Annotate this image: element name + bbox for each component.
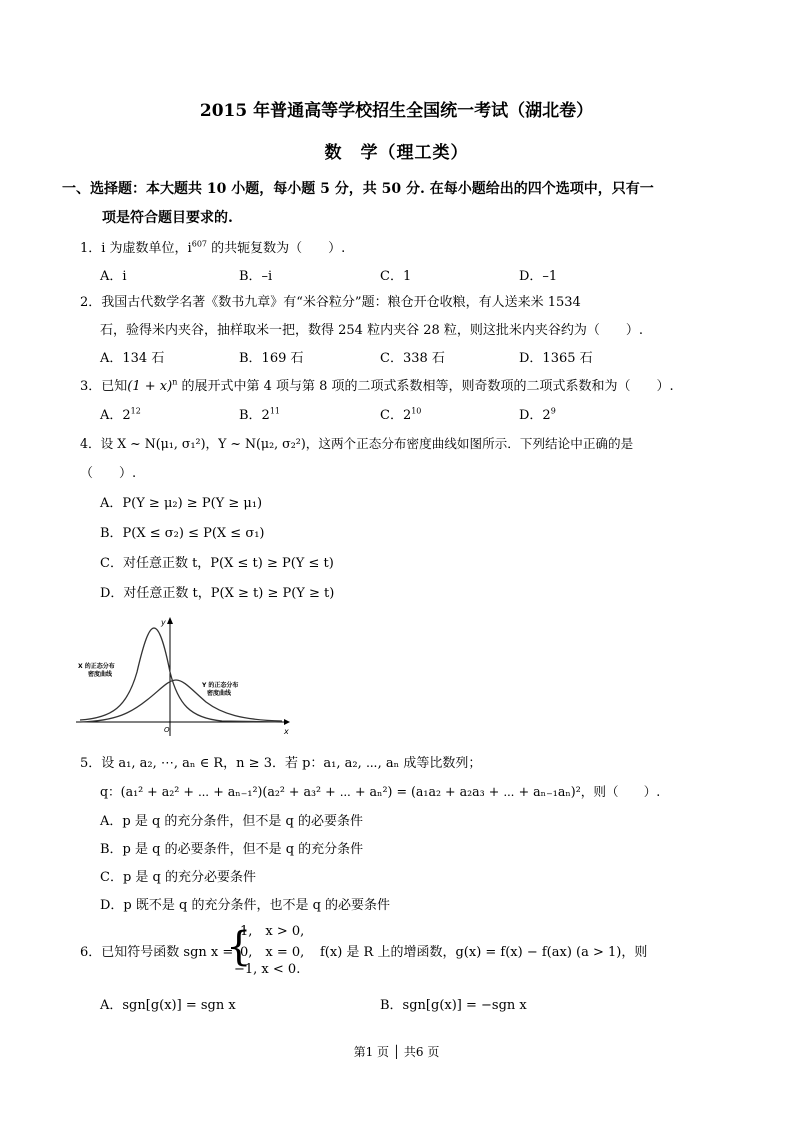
q1-option-b[interactable]: B．–i [239, 269, 273, 284]
question-3-stem: 3．已知 [80, 379, 128, 394]
question-4: 4．设 X ~ N(μ₁, σ₁²)，Y ~ N(μ₂, σ₂²)，这两个正态分布密度曲线如图所示．下列结论中正确的是 [80, 436, 634, 451]
x-axis-arrow [284, 719, 290, 725]
y-curve-label-2: 密度曲线 [207, 690, 232, 697]
q4-option-c[interactable]: C．对任意正数 t，P(X ≤ t) ≥ P(Y ≤ t) [100, 556, 334, 571]
q5-option-d[interactable]: D．p 既不是 q 的充分条件，也不是 q 的必要条件 [100, 898, 391, 913]
question-1-stem: 1．i 为虚数单位，i [80, 241, 192, 256]
question-6-stem-end: f(x) 是 R 上的增函数，g(x) = f(x) − f(ax) (a > 1)，则 [320, 945, 648, 960]
case-1: 1, x > 0, [240, 924, 305, 939]
origin-label: O [164, 726, 170, 734]
normal-distribution-figure [72, 612, 292, 740]
exponent: n [172, 377, 178, 387]
question-5: 5．设 a₁, a₂, ⋯, aₙ ∈ R，n ≥ 3．若 p：a₁, a₂, ⋯, aₙ 成等比数列； [80, 756, 482, 771]
q5-option-b[interactable]: B．p 是 q 的必要条件，但不是 q 的充分条件 [100, 842, 364, 857]
q6-option-b[interactable]: B．sgn[g(x)] = −sgn x [380, 998, 527, 1013]
question-3-stem-end: 的展开式中第 4 项与第 8 项的二项式系数相等，则奇数项的二项式系数和为（ ）. [177, 379, 674, 394]
question-1 [80, 237, 345, 256]
q1-option-d[interactable]: D．–1 [519, 269, 558, 284]
section-heading-cont: 项是符合题目要求的. [102, 210, 233, 226]
q2-option-d[interactable]: D．1365 石 [519, 351, 593, 366]
q4-option-a[interactable]: A．P(Y ≥ μ₂) ≥ P(Y ≥ μ₁) [100, 496, 263, 511]
x-axis-label: x [284, 727, 289, 736]
q4-option-b[interactable]: B．P(X ≤ σ₂) ≤ P(X ≤ σ₁) [100, 526, 265, 541]
y-axis-arrow [167, 617, 173, 624]
x-curve-label-2: 密度曲线 [88, 671, 113, 678]
exam-subtitle: 数 学（理工类） [324, 143, 469, 163]
question-4-cont: （ ）. [80, 466, 137, 481]
question-5-cont: q：(a₁² + a₂² + ⋯ + aₙ₋₁²)(a₂² + a₃² + ⋯ + aₙ²) = (a₁a₂ + a₂a₃ + ⋯ + aₙ₋₁aₙ)²，则（ ）. [100, 784, 661, 799]
exponent: 607 [191, 239, 208, 249]
question-3 [80, 375, 674, 394]
question-6-stem: 6．已知符号函数 sgn x = [80, 945, 234, 960]
question-2-cont: 石，验得米内夹谷，抽样取米一把，数得 254 粒内夹谷 28 粒，则这批米内夹谷约为（ ）. [100, 323, 644, 338]
question-1-stem-end: 的共轭复数为（ ）. [207, 241, 346, 256]
q2-option-c[interactable]: C．338 石 [380, 351, 445, 366]
exam-title: 2015 年普通高等学校招生全国统一考试（湖北卷） [199, 101, 594, 121]
q3-option-c[interactable]: C．$2^{10}$ [380, 406, 422, 423]
q4-option-d[interactable]: D．对任意正数 t，P(X ≥ t) ≥ P(Y ≥ t) [100, 586, 335, 601]
q2-option-a[interactable]: A．134 石 [100, 351, 165, 366]
page-footer: 第1 页 │ 共6 页 [353, 1045, 440, 1059]
q3-option-d[interactable]: D．$2^9$ [519, 406, 556, 423]
binomial-expression: (1 + x) [127, 379, 173, 394]
y-curve-label: Y 的正态分布 [202, 682, 239, 689]
q5-option-a[interactable]: A．p 是 q 的充分条件，但不是 q 的必要条件 [100, 814, 364, 829]
x-curve-label: X 的正态分布 [78, 663, 115, 670]
case-2: 0, x = 0, [240, 945, 305, 960]
q3-option-a[interactable]: A．$2^{12}$ [100, 406, 141, 423]
q3-option-b[interactable]: B．$2^{11}$ [239, 406, 281, 423]
q6-option-a[interactable]: A．sgn[g(x)] = sgn x [100, 998, 236, 1013]
q1-option-c[interactable]: C．1 [380, 269, 412, 284]
q2-option-b[interactable]: B．169 石 [239, 351, 304, 366]
q1-option-a[interactable]: A．i [100, 269, 127, 284]
q5-option-c[interactable]: C．p 是 q 的充分必要条件 [100, 870, 256, 885]
question-2: 2．我国古代数学名著《数书九章》有“米谷粒分”题：粮仓开仓收粮，有人送来米 1534 [80, 295, 581, 310]
cases-brace: { [226, 924, 252, 970]
case-3: −1, x < 0. [234, 962, 301, 977]
section-heading: 一、选择题：本大题共 10 小题，每小题 5 分，共 50 分. 在每小题给出的四个选项中，只有一 [62, 181, 654, 197]
y-axis-label: y [161, 618, 166, 627]
